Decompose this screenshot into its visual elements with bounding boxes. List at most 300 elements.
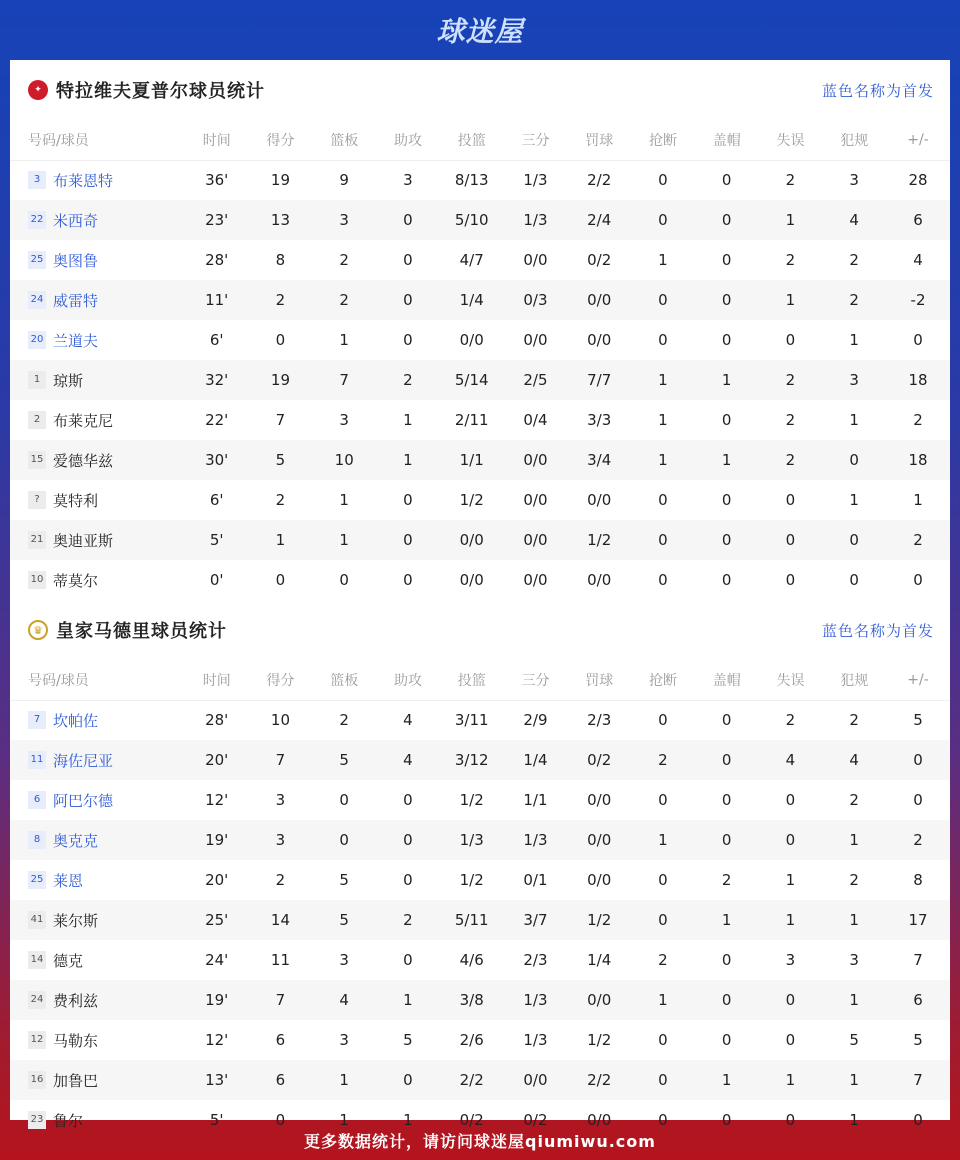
stat-cell: 1	[631, 980, 695, 1020]
jersey-number-badge: 14	[28, 951, 46, 969]
stat-cell: 2/3	[523, 951, 548, 969]
stat-cell: 0/0	[587, 331, 612, 349]
column-header: 失误	[759, 120, 823, 160]
stat-cell: -2	[886, 280, 950, 320]
stat-cell: 1/2	[459, 491, 484, 509]
team-title: 特拉维夫夏普尔球员统计	[56, 81, 265, 102]
player-name: 加鲁巴	[53, 1071, 99, 1090]
table-row	[10, 480, 950, 520]
stat-cell: 20'	[205, 871, 229, 889]
stat-cell: 25'	[185, 900, 249, 940]
stat-cell: 1	[631, 360, 695, 400]
jersey-number-badge: ?	[28, 491, 46, 509]
stat-cell: 0	[759, 820, 823, 860]
player-cell	[10, 780, 185, 820]
stat-cell: 1/3	[504, 820, 568, 860]
table-row	[10, 940, 950, 980]
real-madrid-crest-icon: ♛	[28, 620, 48, 640]
stat-cell: 5	[339, 871, 349, 889]
stat-cell: 0	[658, 491, 668, 509]
stat-cell: 0/0	[523, 251, 548, 269]
stat-cell: 2	[339, 251, 349, 269]
table-row	[10, 160, 950, 200]
stat-cell: 0	[403, 331, 413, 349]
player-name: 德克	[53, 951, 84, 970]
stat-cell: 0/0	[504, 1060, 568, 1100]
stat-cell: 0	[339, 791, 349, 809]
jersey-number-badge: 25	[28, 871, 46, 889]
stat-cell: 4	[822, 200, 886, 240]
stat-cell: 0	[721, 411, 732, 429]
stat-cell: 1	[822, 820, 886, 860]
stat-cell: 2/9	[523, 711, 548, 730]
stat-cell: 2/4	[567, 200, 631, 240]
jersey-number-badge: 16	[28, 1071, 46, 1089]
stat-cell: 5	[312, 740, 376, 780]
stat-cell: 0/0	[587, 491, 612, 509]
jersey-number-badge: 2	[28, 411, 46, 429]
column-header: 抢断	[631, 120, 695, 160]
stat-cell: 22'	[205, 411, 229, 429]
stat-cell: 6	[886, 980, 950, 1020]
stat-cell: 0/0	[587, 791, 612, 809]
stat-cell: 2	[849, 871, 859, 889]
jersey-number-badge: 25	[28, 251, 46, 269]
stat-cell: 0/0	[440, 520, 504, 560]
player-name: 兰道夫	[53, 331, 99, 350]
stat-cell: 5	[913, 711, 923, 730]
player-name: 奥图鲁	[53, 251, 99, 270]
stat-cell: 2	[785, 711, 796, 730]
stat-cell: 3	[403, 171, 413, 190]
stat-cell: 0	[376, 820, 440, 860]
stat-cell: 6'	[209, 491, 224, 509]
stat-cell: 5/11	[440, 900, 504, 940]
column-header: 盖帽	[695, 660, 759, 700]
stat-cell: 1	[695, 440, 759, 480]
jersey-number-badge: 3	[28, 171, 46, 189]
player-stats-table	[10, 120, 950, 600]
stat-cell: 3	[339, 951, 349, 969]
player-cell	[10, 940, 185, 980]
stat-cell: 1/4	[440, 280, 504, 320]
stat-cell: 0	[695, 980, 759, 1020]
stat-cell: 1/2	[459, 871, 484, 889]
stat-cell: 0/0	[523, 491, 548, 509]
stat-cell: 0/4	[523, 411, 548, 429]
stat-cell: 0	[376, 280, 440, 320]
stat-cell: 4/6	[459, 951, 484, 969]
player-cell	[10, 1020, 185, 1060]
stat-cell: 0	[721, 791, 732, 809]
stat-cell: 0	[721, 491, 732, 509]
stat-cell: 1/3	[504, 200, 568, 240]
stat-cell: 2/6	[459, 1031, 484, 1049]
stat-cell: 3/4	[567, 440, 631, 480]
stat-cell: 0	[658, 171, 668, 190]
jersey-number-badge: 6	[28, 791, 46, 809]
stat-cell: 11'	[185, 280, 249, 320]
stat-cell: 0	[785, 491, 796, 509]
jersey-number-badge: 41	[28, 911, 46, 929]
stat-cell: 0	[403, 571, 413, 589]
stat-cell: 0	[658, 791, 668, 809]
stat-cell: 0/2	[523, 1111, 548, 1129]
stat-cell: 2/11	[454, 411, 489, 429]
column-header: 篮板	[312, 660, 376, 700]
table-row	[10, 320, 950, 360]
stat-cell: 0/3	[504, 280, 568, 320]
team-title-group	[28, 617, 227, 643]
stat-cell: 2/2	[440, 1060, 504, 1100]
stat-cell: 0	[403, 791, 413, 809]
stat-cell: 10	[270, 711, 290, 730]
stat-cell: 0	[721, 1031, 732, 1049]
table-row	[10, 400, 950, 440]
column-header: 助攻	[376, 660, 440, 700]
stat-cell: 0/0	[459, 571, 484, 589]
stat-cell: 0	[695, 280, 759, 320]
team-section-header	[10, 600, 950, 660]
stat-cell: 0	[721, 711, 732, 730]
jersey-number-badge: 22	[28, 211, 46, 229]
stat-cell: 0	[886, 740, 950, 780]
player-cell	[10, 820, 185, 860]
jersey-number-badge: 1	[28, 371, 46, 389]
stat-cell: 1	[403, 1111, 413, 1129]
stat-cell: 1	[785, 871, 796, 889]
stat-cell: 1	[312, 1060, 376, 1100]
stat-cell: 36'	[205, 171, 229, 190]
stat-cell: 1	[759, 280, 823, 320]
stat-cell: 2/5	[504, 360, 568, 400]
stat-cell: 2	[312, 280, 376, 320]
stat-cell: 18	[886, 360, 950, 400]
stat-cell: 2/3	[587, 711, 612, 730]
stat-cell: 0	[275, 1111, 286, 1129]
stat-cell: 0/0	[587, 571, 612, 589]
stat-cell: 2	[759, 440, 823, 480]
player-name: 蒂莫尔	[53, 571, 99, 590]
stat-cell: 13	[249, 200, 313, 240]
stat-cell: 0/0	[523, 331, 548, 349]
stat-cell: 0/2	[567, 740, 631, 780]
stat-cell: 0	[785, 571, 796, 589]
stat-cell: 0/0	[504, 440, 568, 480]
stat-cell: 19	[249, 360, 313, 400]
stat-cell: 7	[886, 1060, 950, 1100]
stat-cell: 0/0	[504, 520, 568, 560]
stat-cell: 0	[822, 440, 886, 480]
stat-cell: 1/4	[587, 951, 612, 969]
table-row	[10, 860, 950, 900]
stat-cell: 5	[913, 1031, 923, 1049]
stat-cell: 5	[403, 1031, 413, 1049]
stat-cell: 2	[886, 520, 950, 560]
team-section-0	[10, 60, 950, 600]
column-header: 得分	[249, 660, 313, 700]
team-section-header	[10, 60, 950, 120]
stat-cell: 13'	[185, 1060, 249, 1100]
jersey-number-badge: 7	[28, 711, 46, 729]
stat-cell: 0	[658, 571, 668, 589]
column-header: 犯规	[822, 660, 886, 700]
stat-cell: 1	[759, 900, 823, 940]
stat-cell: 5	[249, 440, 313, 480]
stat-cell: 2	[658, 951, 668, 969]
column-header: 号码/球员	[10, 660, 185, 700]
stat-cell: 1/3	[523, 1031, 548, 1049]
stat-cell: 2	[759, 360, 823, 400]
stat-cell: 11	[270, 951, 290, 969]
stat-cell: 1	[631, 440, 695, 480]
stat-cell: 1/2	[587, 1031, 612, 1049]
stat-cell: 7	[275, 411, 286, 429]
column-header: 盖帽	[695, 120, 759, 160]
jersey-number-badge: 12	[28, 1031, 46, 1049]
stat-cell: 0	[785, 1031, 796, 1049]
stat-cell: 0	[785, 1111, 796, 1129]
stat-cell: 17	[886, 900, 950, 940]
column-header: 得分	[249, 120, 313, 160]
stat-cell: 4	[822, 740, 886, 780]
stat-cell: 24'	[205, 951, 229, 969]
stat-cell: 0	[913, 1111, 923, 1129]
table-row	[10, 1020, 950, 1060]
starter-legend-note: 蓝色名称为首发	[821, 621, 934, 640]
stat-cell: 0/0	[587, 1111, 612, 1129]
player-name: 费利兹	[53, 991, 99, 1010]
team-section-1	[10, 600, 950, 1140]
jersey-number-badge: 21	[28, 531, 46, 549]
stat-cell: 2	[631, 740, 695, 780]
stat-cell: 1	[822, 900, 886, 940]
stat-cell: 0'	[209, 571, 224, 589]
column-header: 投篮	[440, 660, 504, 700]
stat-cell: 3/7	[504, 900, 568, 940]
stat-cell: 1/3	[523, 171, 548, 190]
stat-cell: 0	[695, 520, 759, 560]
player-name: 马勒东	[53, 1031, 99, 1050]
stat-cell: 12'	[205, 791, 229, 809]
stat-cell: 0	[631, 280, 695, 320]
stat-cell: 0/2	[587, 251, 612, 269]
jersey-number-badge: 24	[28, 291, 46, 309]
stat-cell: 2	[721, 871, 732, 889]
table-row	[10, 820, 950, 860]
player-name: 爱德华兹	[53, 451, 114, 470]
stat-cell: 0	[849, 571, 859, 589]
player-cell	[10, 280, 185, 320]
stat-cell: 6'	[209, 331, 224, 349]
jersey-number-badge: 8	[28, 831, 46, 849]
stat-cell: 0/0	[567, 280, 631, 320]
stat-cell: 6	[275, 1031, 286, 1049]
stat-cell: 0	[658, 1031, 668, 1049]
stat-cell: 19'	[185, 980, 249, 1020]
stat-cell: 1/2	[567, 520, 631, 560]
stat-cell: 0	[631, 200, 695, 240]
player-cell	[10, 900, 185, 940]
stat-cell: 5/10	[440, 200, 504, 240]
stat-cell: 14	[249, 900, 313, 940]
stat-cell: 8	[913, 871, 923, 889]
stat-cell: 19'	[185, 820, 249, 860]
player-name: 坎帕佐	[53, 711, 99, 730]
stat-cell: 5/14	[440, 360, 504, 400]
stat-cell: 0	[721, 951, 732, 969]
table-row	[10, 1060, 950, 1100]
stat-cell: 0	[695, 740, 759, 780]
stat-cell: 1	[822, 1060, 886, 1100]
stat-cell: 1	[759, 200, 823, 240]
table-row	[10, 780, 950, 820]
stat-cell: 1/1	[523, 791, 548, 809]
stat-cell: 0	[376, 1060, 440, 1100]
stat-cell: 3/8	[440, 980, 504, 1020]
stat-cell: 9	[339, 171, 349, 190]
stat-cell: 3/11	[454, 711, 489, 730]
column-header: 三分	[504, 120, 568, 160]
stat-cell: 1	[376, 440, 440, 480]
player-cell	[10, 740, 185, 780]
column-header: 失误	[759, 660, 823, 700]
player-name: 莱尔斯	[53, 911, 99, 930]
column-header: 篮板	[312, 120, 376, 160]
stat-cell: 1	[759, 1060, 823, 1100]
stat-cell: 0	[403, 251, 413, 269]
stat-cell: 0	[913, 571, 923, 589]
stat-cell: 0	[913, 791, 923, 809]
stat-cell: 0	[721, 331, 732, 349]
stat-cell: 0/2	[459, 1111, 484, 1129]
stat-cell: 19	[270, 171, 290, 190]
stat-cell: 3	[822, 360, 886, 400]
stat-cell: 0	[695, 820, 759, 860]
stat-cell: 0	[695, 200, 759, 240]
stat-cell: 0	[759, 980, 823, 1020]
table-row	[10, 240, 950, 280]
stat-cell: 1	[339, 1111, 349, 1129]
column-header: 三分	[504, 660, 568, 700]
stat-cell: 0/0	[567, 980, 631, 1020]
table-row	[10, 360, 950, 400]
team-title: 皇家马德里球员统计	[56, 621, 227, 642]
stat-cell: 0	[785, 331, 796, 349]
stat-cell: 1	[822, 980, 886, 1020]
column-header: 投篮	[440, 120, 504, 160]
stat-cell: 28	[908, 171, 928, 190]
stat-cell: 0	[403, 491, 413, 509]
player-cell	[10, 440, 185, 480]
stat-cell: 0	[312, 820, 376, 860]
stat-cell: 0	[822, 520, 886, 560]
player-cell	[10, 1060, 185, 1100]
stat-cell: 2	[785, 411, 796, 429]
player-cell	[10, 400, 185, 440]
stat-cell: 1	[376, 980, 440, 1020]
player-cell	[10, 860, 185, 900]
player-cell	[10, 360, 185, 400]
stat-cell: 10	[312, 440, 376, 480]
brand-logo-text: 球迷屋	[436, 15, 524, 48]
stat-cell: 2	[913, 411, 923, 429]
column-header: +/-	[886, 660, 950, 700]
stat-cell: 4	[759, 740, 823, 780]
table-row	[10, 900, 950, 940]
stat-cell: 2	[275, 491, 286, 509]
stat-cell: 3	[339, 1031, 349, 1049]
stat-cell: 5	[312, 900, 376, 940]
starter-legend-note: 蓝色名称为首发	[821, 81, 934, 100]
player-cell	[10, 520, 185, 560]
stat-cell: 5'	[209, 1111, 224, 1129]
stat-cell: 4	[312, 980, 376, 1020]
hapoel-tel-aviv-logo-icon: ✦	[28, 80, 48, 100]
stat-cell: 4	[403, 711, 413, 730]
column-header: +/-	[886, 120, 950, 160]
stat-cell: 1	[913, 491, 923, 509]
stat-cell: 23'	[185, 200, 249, 240]
stat-cell: 7	[249, 740, 313, 780]
stat-cell: 3	[275, 791, 286, 809]
stat-cell: 5	[849, 1031, 859, 1049]
stat-cell: 0	[275, 571, 286, 589]
stat-cell: 28'	[205, 251, 229, 269]
stat-cell: 0	[759, 520, 823, 560]
stat-cell: 2	[249, 280, 313, 320]
stat-cell: 0/0	[567, 820, 631, 860]
stat-cell: 0	[658, 711, 668, 730]
stat-cell: 1	[849, 331, 859, 349]
stat-cell: 0	[658, 871, 668, 889]
stat-cell: 1/1	[440, 440, 504, 480]
stat-cell: 0	[785, 791, 796, 809]
stat-cell: 0	[721, 251, 732, 269]
stat-cell: 5'	[185, 520, 249, 560]
stat-cell: 4/7	[459, 251, 484, 269]
stat-cell: 8/13	[454, 171, 489, 190]
stat-cell: 2	[886, 820, 950, 860]
stat-cell: 1	[849, 1111, 859, 1129]
stat-cell: 2	[785, 171, 796, 190]
stat-cell: 2	[849, 711, 859, 730]
stat-cell: 3	[312, 200, 376, 240]
player-cell	[10, 240, 185, 280]
player-name: 琼斯	[53, 371, 84, 390]
stat-cell: 7	[249, 980, 313, 1020]
stat-cell: 1/3	[504, 980, 568, 1020]
stat-cell: 0/0	[587, 871, 612, 889]
stat-cell: 1/2	[567, 900, 631, 940]
table-row	[10, 200, 950, 240]
stat-cell: 2	[849, 251, 859, 269]
player-name: 阿巴尔德	[53, 791, 114, 810]
stat-cell: 0/0	[459, 331, 484, 349]
stat-cell: 0	[376, 200, 440, 240]
player-name: 奥迪亚斯	[53, 531, 114, 550]
stat-cell: 1/4	[504, 740, 568, 780]
stat-cell: 1/2	[459, 791, 484, 809]
table-row	[10, 560, 950, 600]
stat-cell: 2	[339, 711, 349, 730]
stat-cell: 0	[376, 520, 440, 560]
stat-cell: 0	[339, 571, 349, 589]
column-header: 号码/球员	[10, 120, 185, 160]
stat-cell: 1	[631, 820, 695, 860]
stat-cell: 1	[339, 491, 349, 509]
column-header: 助攻	[376, 120, 440, 160]
